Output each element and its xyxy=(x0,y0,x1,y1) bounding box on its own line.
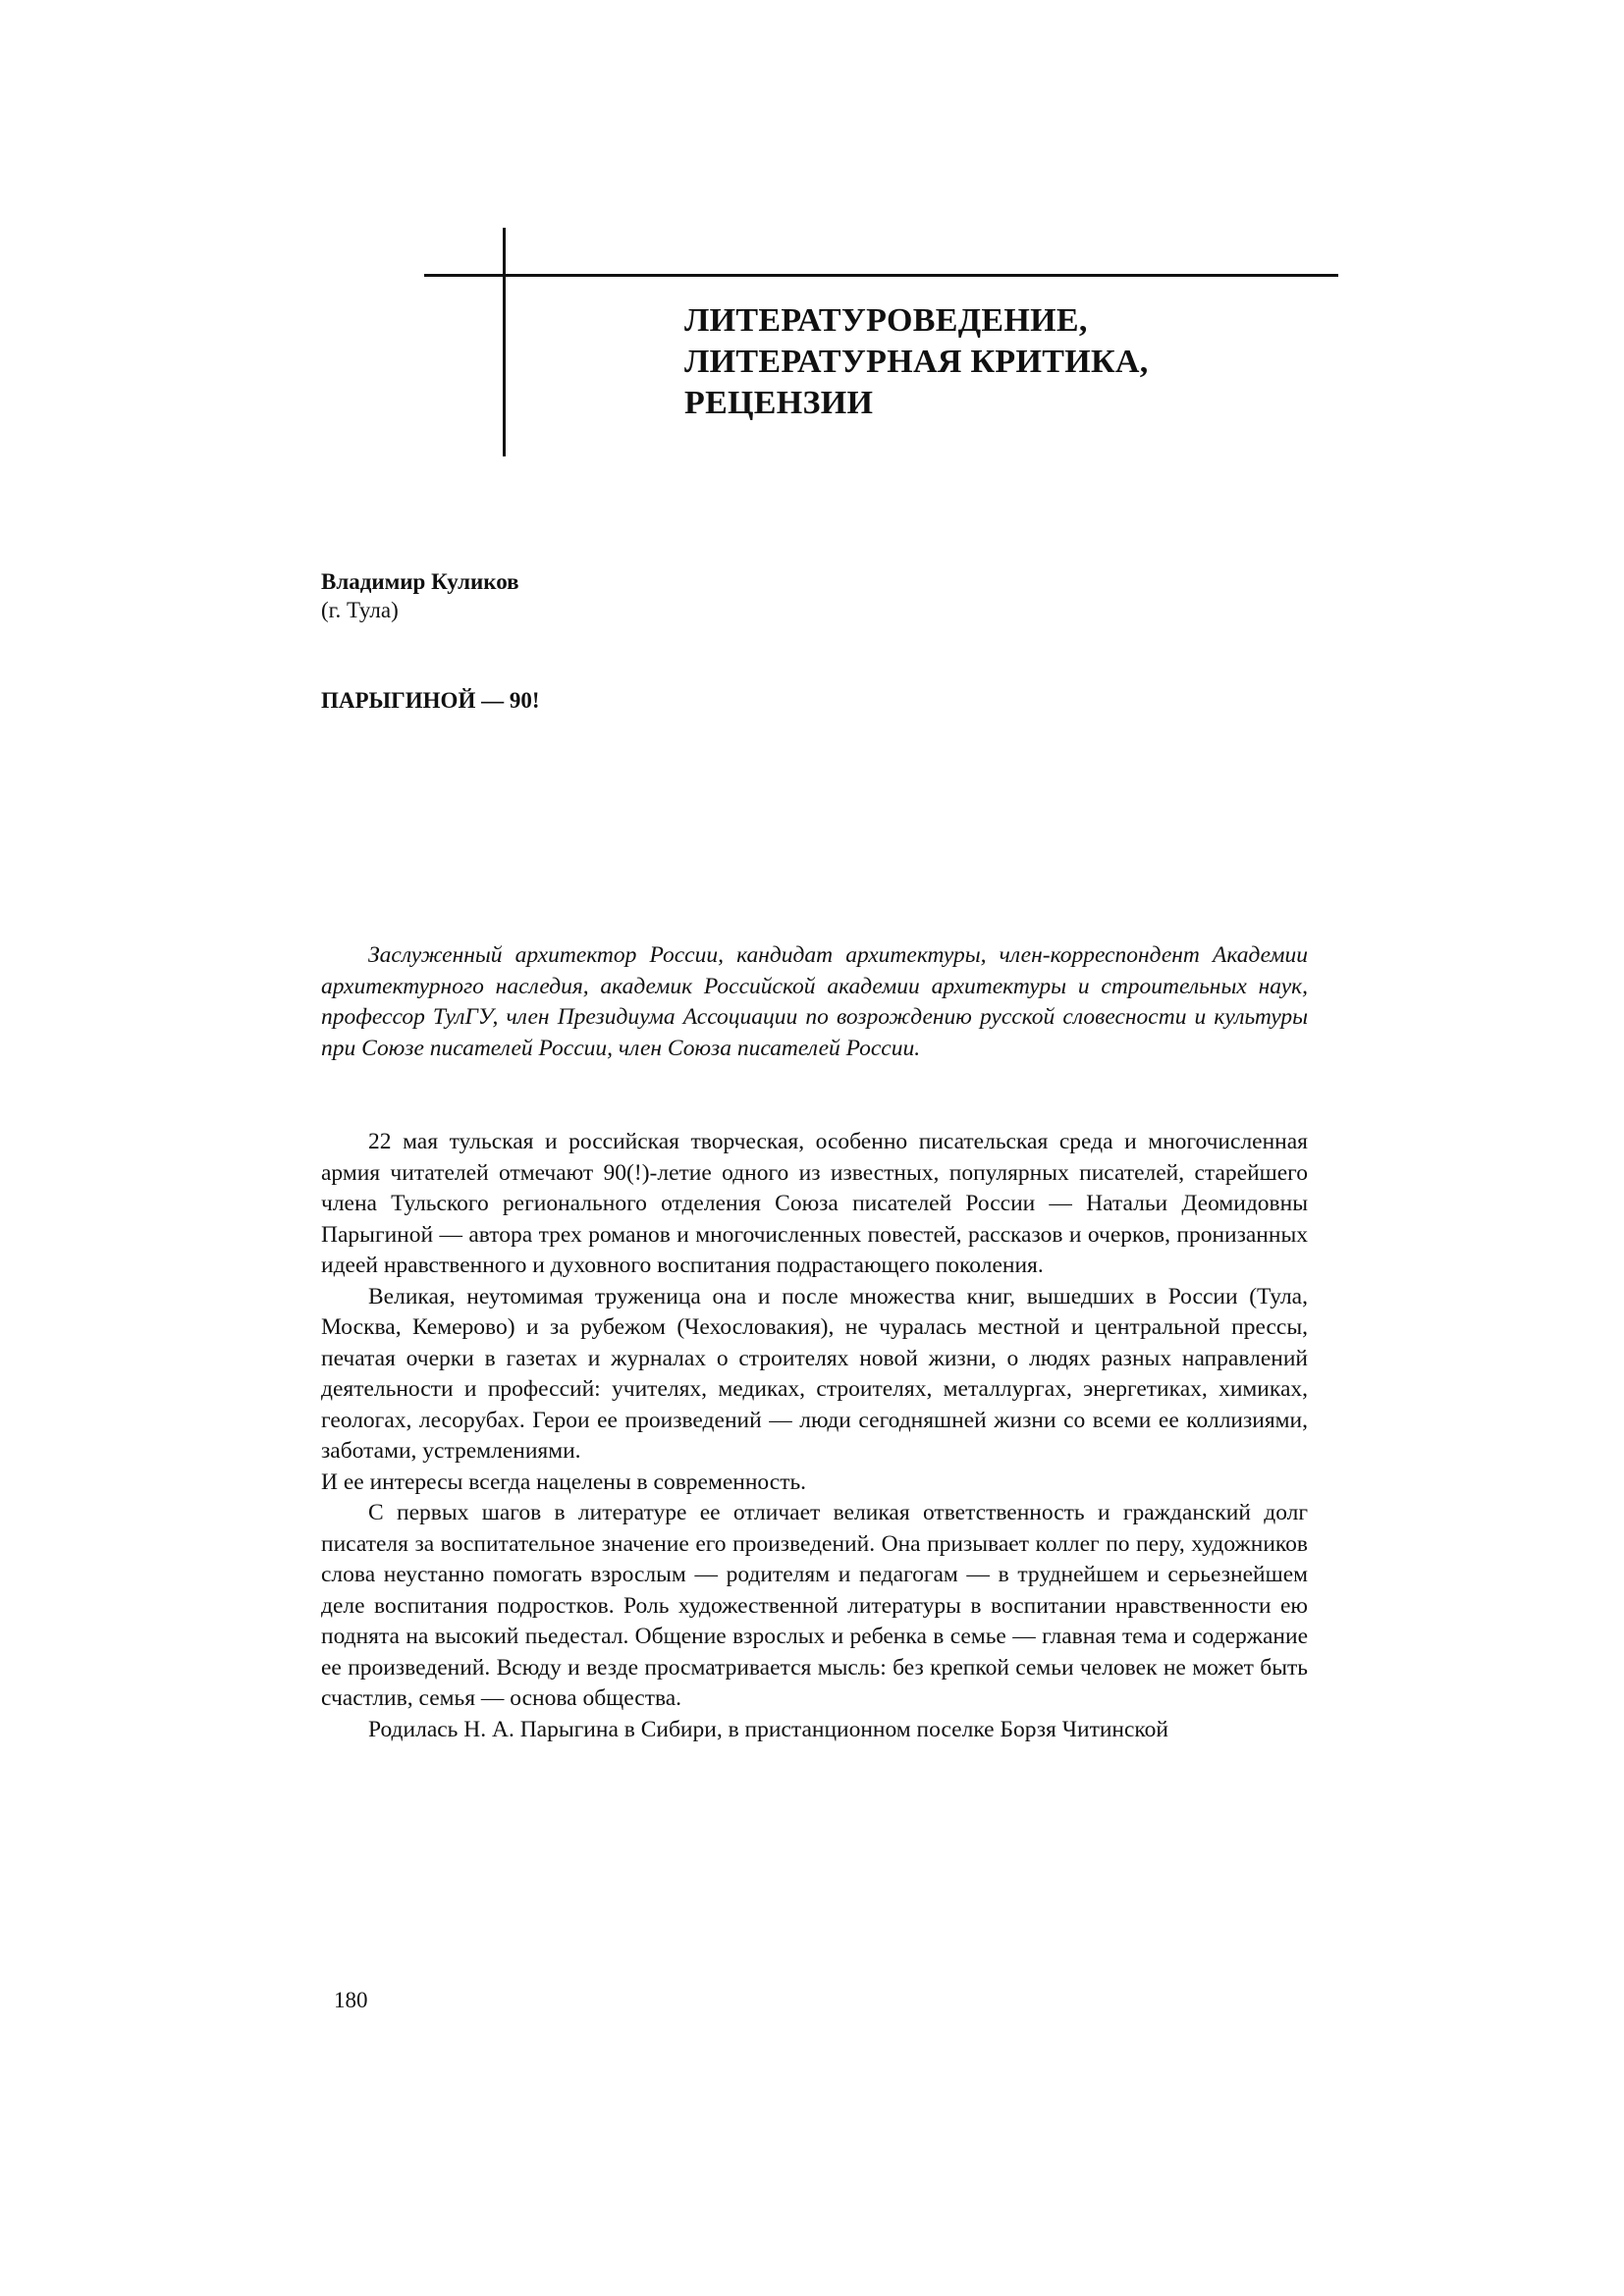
section-heading xyxy=(684,300,1293,424)
header-rule-vertical xyxy=(503,228,506,456)
section-heading-line: ЛИТЕРАТУРОВЕДЕНИЕ, xyxy=(684,302,1088,339)
paragraph: 22 мая тульская и российская творческая, особенно писательская среда и многочисленная армия читателей отмечают 90(!)-летие одного из известных, популярных писателей, старейшего члена Тульского регионального отделения Союза писателей России — Натальи Деомидовны Парыгиной — автора трех романов и многочисленных повестей, рассказов и очерков, пронизанных идеей нравственного и духовного воспитания подрастающего поколения. xyxy=(321,1129,1308,1278)
paragraph: С первых шагов в литературе ее отличает великая ответственность и гражданский долг писателя за воспитательное значение его произведений. Она призывает коллег по перу, художников слова неустанно помогать взрослым — родителям и педагогам — в труднейшем и серьезнейшем деле воспитания подростков. Роль художественной литературы в воспитании нравственности ею поднята на высокий пьедестал. Общение взрослых и ребенка в семье — главная тема и содержание ее произведений. Всюду и везде просматривается мысль: без крепкой семьи человек не может быть счастлив, семья — основа общества. xyxy=(321,1500,1308,1711)
header-rule-horizontal xyxy=(424,274,1338,277)
article-body xyxy=(321,1127,1308,1745)
section-heading-line: РЕЦЕНЗИИ xyxy=(684,385,874,421)
epigraph: Заслуженный архитектор России, кандидат архитектуры, член-корреспондент Академии архитектурного наследия, академик Российской академии архитектуры и строительных наук, профессор ТулГУ, член Президиума Ассоциации по возрождению русской словесности и культуры при Союзе писателей России, член Союза писателей России. xyxy=(321,942,1308,1061)
section-heading-line: ЛИТЕРАТУРНАЯ КРИТИКА, xyxy=(684,344,1149,380)
page-number: 180 xyxy=(334,1988,368,2012)
author-city: (г. Тула) xyxy=(321,598,399,622)
paragraph: Родилась Н. А. Парыгина в Сибири, в пристанционном поселке Борзя Читинской xyxy=(368,1716,1168,1742)
paragraph: И ее интересы всегда нацелены в современность. xyxy=(321,1468,807,1495)
author-name: Владимир Куликов xyxy=(321,569,519,594)
article-title: ПАРЫГИНОЙ — 90! xyxy=(321,688,540,713)
paragraph: Великая, неутомимая труженица она и после множества книг, вышедших в России (Тула, Москва, Кемерово) и за рубежом (Чехословакия), не чуралась местной и центральной прессы, печатая очерки в газетах и журналах о строителях новой жизни, о людях разных направлений деятельности и профессий: учителях, медиках, строителях, металлургах, энергетиках, химиках, геологах, лесорубах. Герои ее произведений — люди сегодняшней жизни со всеми ее коллизиями, заботами, устремлениями. xyxy=(321,1283,1308,1464)
